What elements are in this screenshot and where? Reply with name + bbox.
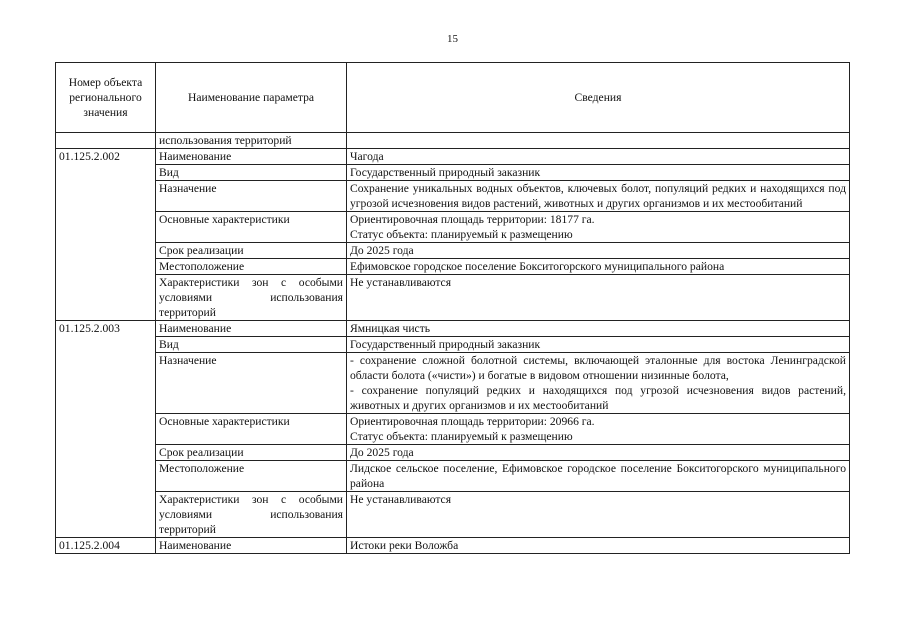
value-cell: До 2025 года: [347, 445, 850, 461]
param-cell: Срок реализации: [156, 445, 347, 461]
value-cell: Не устанавливаются: [347, 275, 850, 321]
param-cell: Наименование: [156, 321, 347, 337]
page-number: 15: [447, 33, 458, 45]
table-row: [56, 275, 850, 321]
value-cell: До 2025 года: [347, 243, 850, 259]
value-line: Статус объекта: планируемый к размещению: [350, 430, 573, 443]
object-id-cell: 01.125.2.004: [56, 538, 156, 554]
object-id-cell: 01.125.2.002: [56, 149, 156, 321]
param-cell: Местоположение: [156, 461, 347, 492]
header-details: Сведения: [347, 63, 850, 133]
table-row: [56, 133, 850, 149]
table-row: [56, 321, 850, 337]
header-object-number: Номер объекта регионального значения: [56, 63, 156, 133]
param-cell: Назначение: [156, 353, 347, 414]
value-cell: Ямницкая чисть: [347, 321, 850, 337]
table-row: [56, 165, 850, 181]
table-row: [56, 212, 850, 243]
param-cell: Характеристики зон с особыми условиями использования территорий: [156, 275, 347, 321]
value-cell: Ефимовское городское поселение Бокситогорского муниципального района: [347, 259, 850, 275]
table-row: [56, 461, 850, 492]
value-line: Ориентировочная площадь территории: 20966 га.: [350, 415, 595, 428]
table-row: [56, 149, 850, 165]
value-line: Статус объекта: планируемый к размещению: [350, 228, 573, 241]
param-cell: Вид: [156, 165, 347, 181]
table-row: [56, 538, 850, 554]
param-cell: Срок реализации: [156, 243, 347, 259]
value-line: Ориентировочная площадь территории: 18177 га.: [350, 213, 595, 226]
table-row: [56, 492, 850, 538]
table-header-row: [56, 63, 850, 133]
table-row: [56, 337, 850, 353]
table-row: [56, 259, 850, 275]
object-id-cell: [56, 133, 156, 149]
value-cell: Не устанавливаются: [347, 492, 850, 538]
value-line: - сохранение популяций редких и находящихся под угрозой исчезновения видов растений, животных и других организмов и их местообитаний: [350, 384, 846, 412]
value-cell: [347, 212, 850, 243]
objects-table: [55, 62, 850, 554]
table-row: [56, 445, 850, 461]
param-cell: Наименование: [156, 538, 347, 554]
param-cell: Основные характеристики: [156, 414, 347, 445]
param-cell: Характеристики зон с особыми условиями использования территорий: [156, 492, 347, 538]
param-cell: Основные характеристики: [156, 212, 347, 243]
param-cell: использования территорий: [156, 133, 347, 149]
param-cell: Назначение: [156, 181, 347, 212]
value-cell: Сохранение уникальных водных объектов, ключевых болот, популяций редких и находящихся под угрозой исчезновения видов растений, животных и других организмов и их местообитаний: [347, 181, 850, 212]
value-cell: [347, 414, 850, 445]
value-cell: Лидское сельское поселение, Ефимовское городское поселение Бокситогорского муниципального района: [347, 461, 850, 492]
value-cell: [347, 353, 850, 414]
value-line: - сохранение сложной болотной системы, включающей эталонные для востока Ленинградской области болота («чисти») и богатые в видовом отношении низинные болота,: [350, 354, 846, 382]
value-cell: Истоки реки Воложба: [347, 538, 850, 554]
header-parameter-name: Наименование параметра: [156, 63, 347, 133]
param-cell: Местоположение: [156, 259, 347, 275]
param-cell: Наименование: [156, 149, 347, 165]
table-row: [56, 414, 850, 445]
value-cell: Чагода: [347, 149, 850, 165]
value-cell: Государственный природный заказник: [347, 337, 850, 353]
table-row: [56, 181, 850, 212]
object-id-cell: 01.125.2.003: [56, 321, 156, 538]
value-cell: [347, 133, 850, 149]
table-row: [56, 353, 850, 414]
table-row: [56, 243, 850, 259]
param-cell: Вид: [156, 337, 347, 353]
value-cell: Государственный природный заказник: [347, 165, 850, 181]
